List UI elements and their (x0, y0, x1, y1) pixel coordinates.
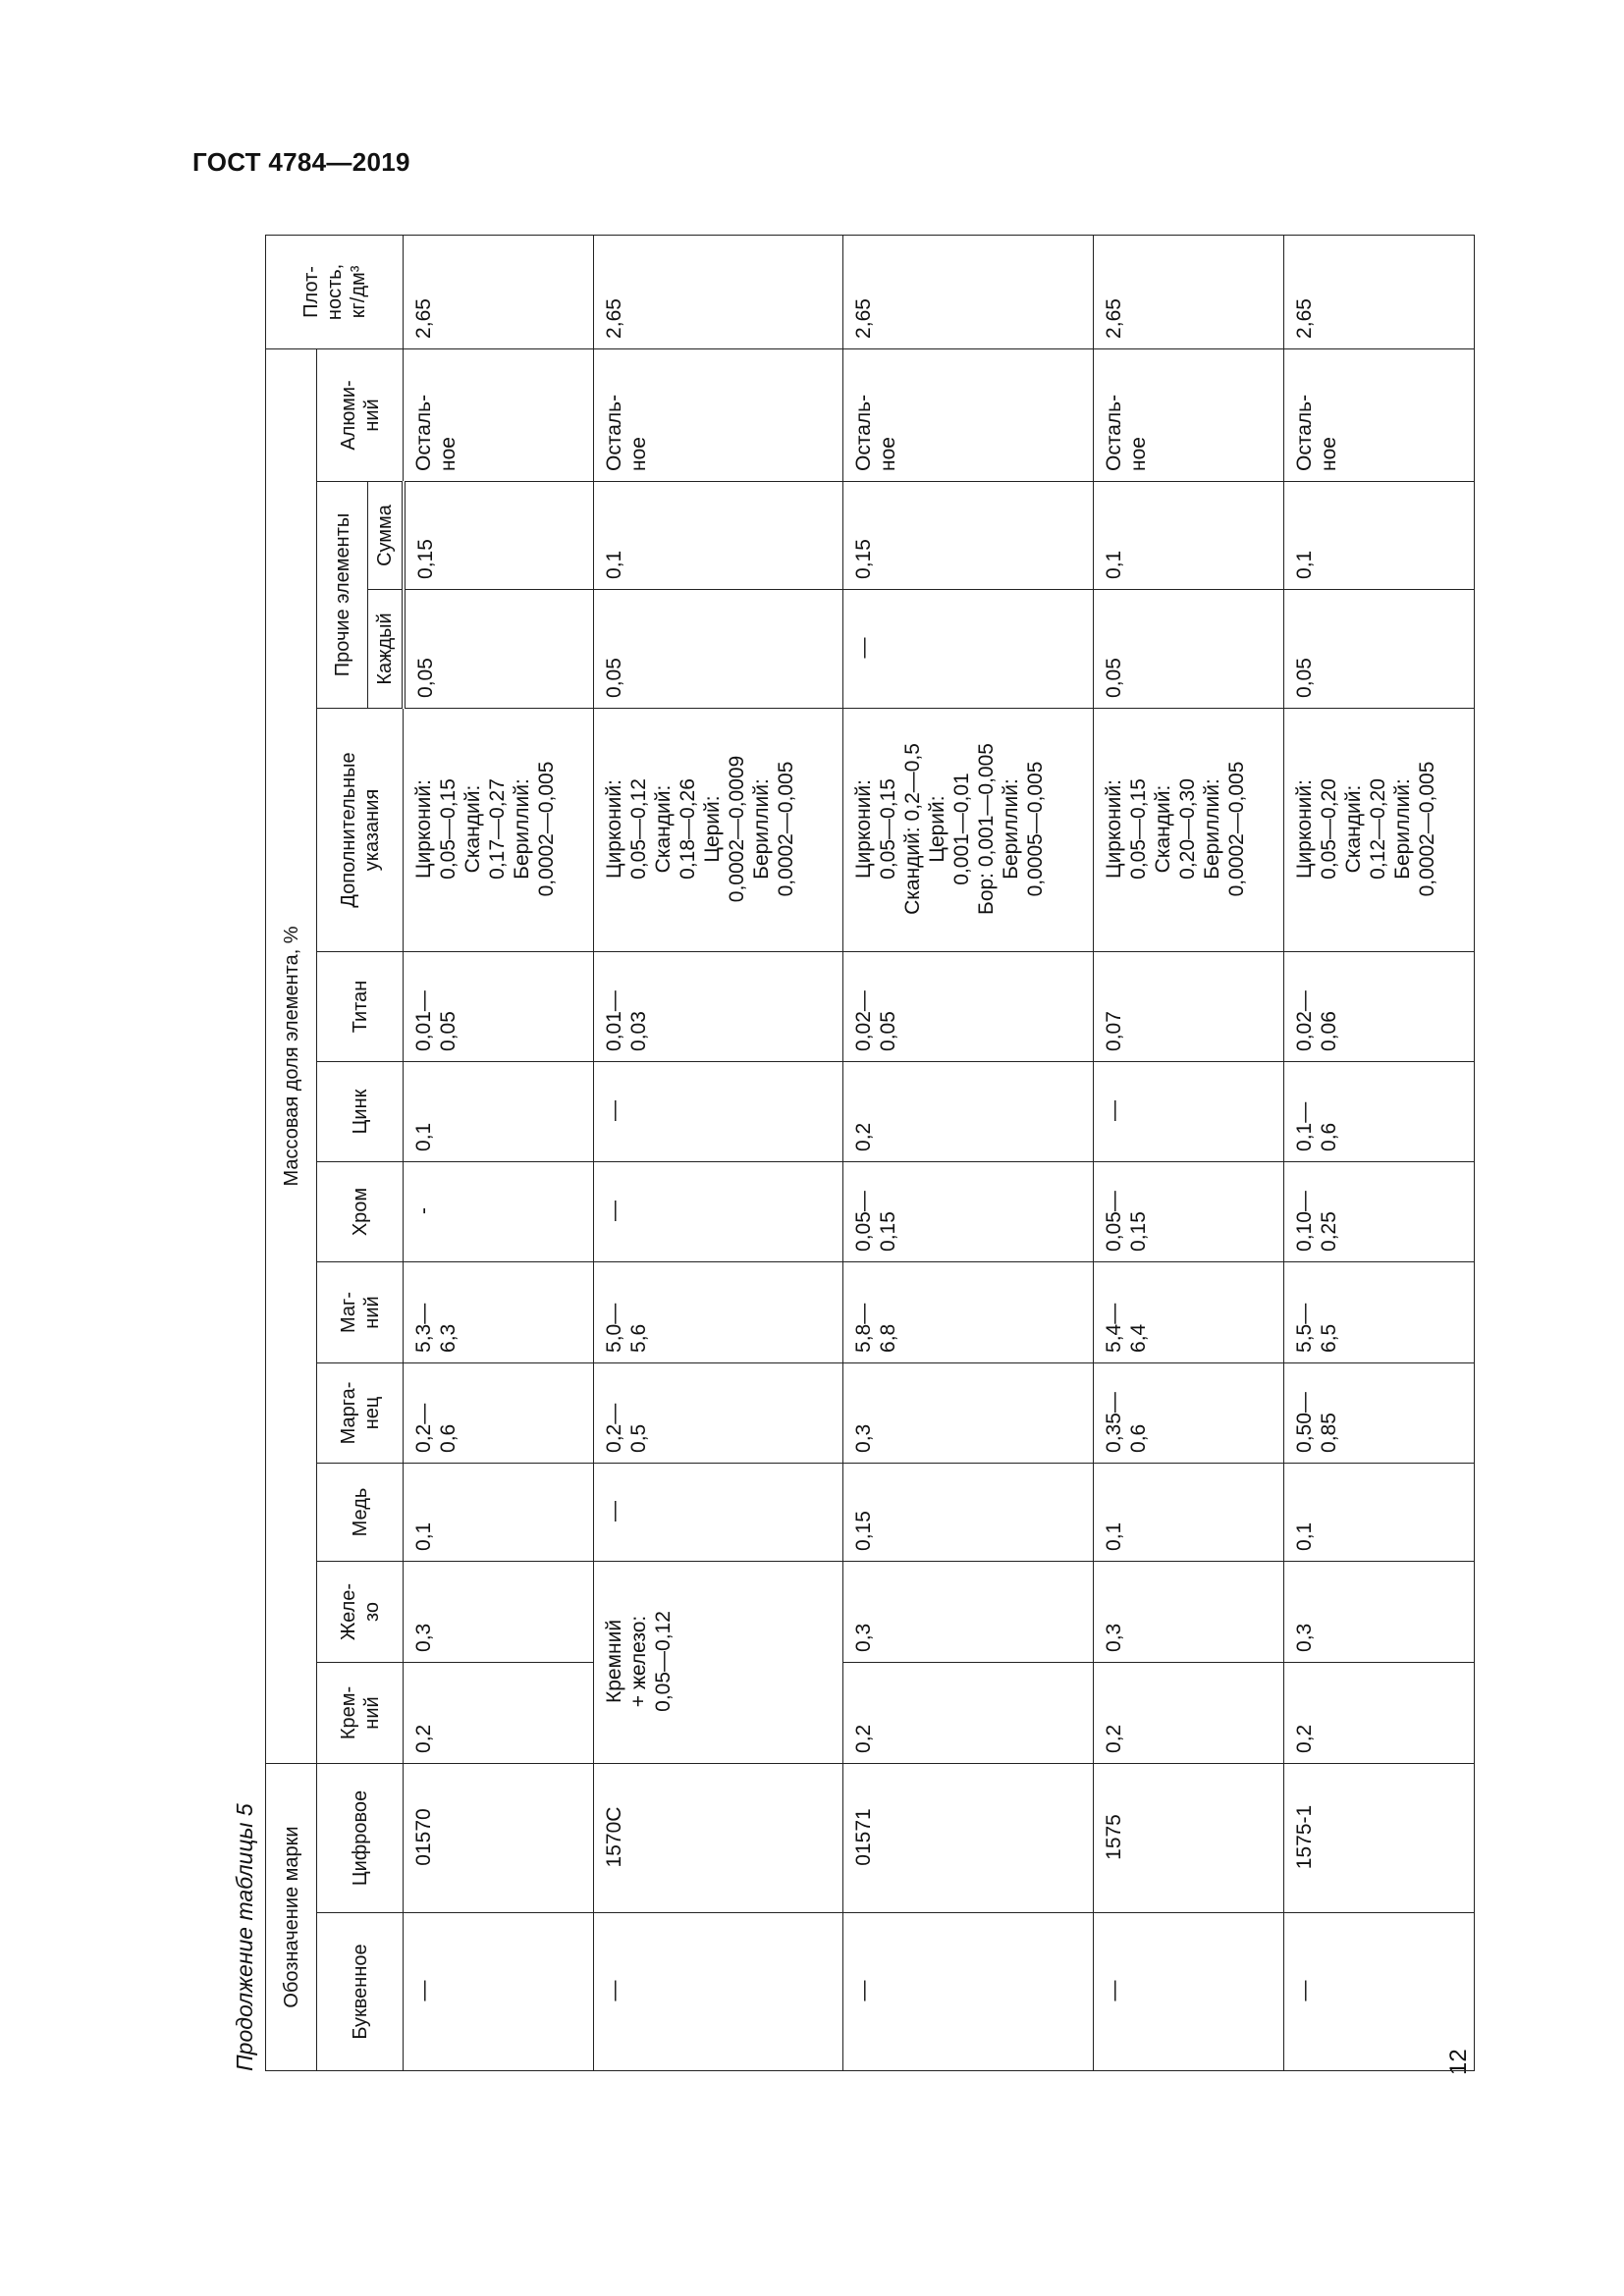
header-si: Крем- ний (317, 1662, 404, 1763)
cell-fe: 0,3 (1283, 1561, 1474, 1662)
table-row (843, 235, 1093, 2070)
table-row (1283, 235, 1474, 2070)
cell-al: Осталь- ное (404, 348, 594, 481)
cell-al: Осталь- ное (843, 348, 1093, 481)
cell-ti: 0,01— 0,05 (404, 951, 594, 1061)
cell-sum: 0,1 (1283, 481, 1474, 589)
cell-mn: 0,35— 0,6 (1093, 1362, 1283, 1463)
cell-alpha: — (1283, 1913, 1474, 2071)
cell-each: 0,05 (404, 589, 594, 708)
header-alpha: Буквенное (317, 1913, 404, 2071)
cell-digital: 1575-1 (1283, 1763, 1474, 1912)
cell-density: 2,65 (843, 235, 1093, 348)
header-sum: Сумма (368, 481, 404, 589)
cell-extra: Цирконий: 0,05—0,15 Скандий: 0,2—0,5 Церий: 0,001—0,01 Бор: 0,001—0,005 Бериллий: 0,0005—0,005 (843, 708, 1093, 951)
header-fe: Желе- зо (317, 1561, 404, 1662)
cell-mg: 5,4— 6,4 (1093, 1261, 1283, 1362)
cell-cr: 0,10— 0,25 (1283, 1161, 1474, 1261)
cell-mg: 5,3— 6,3 (404, 1261, 594, 1362)
cell-fe: 0,3 (843, 1561, 1093, 1662)
cell-each: 0,05 (594, 589, 843, 708)
page-number: 12 (1445, 2049, 1472, 2075)
document-code: ГОСТ 4784—2019 (192, 147, 410, 177)
table-row (1093, 235, 1283, 2070)
header-cr: Хром (317, 1161, 404, 1261)
cell-ti: 0,02— 0,05 (843, 951, 1093, 1061)
cell-cu: 0,1 (1283, 1463, 1474, 1561)
cell-density: 2,65 (594, 235, 843, 348)
cell-zn: 0,1— 0,6 (1283, 1061, 1474, 1161)
cell-each: — (843, 589, 1093, 708)
cell-fe: 0,3 (404, 1561, 594, 1662)
cell-sum: 0,1 (1093, 481, 1283, 589)
cell-each: 0,05 (1093, 589, 1283, 708)
cell-digital: 01571 (843, 1763, 1093, 1912)
cell-cr: 0,05— 0,15 (1093, 1161, 1283, 1261)
cell-cu: — (594, 1463, 843, 1561)
cell-sum: 0,15 (404, 481, 594, 589)
cell-cu: 0,1 (1093, 1463, 1283, 1561)
cell-mn: 0,2— 0,6 (404, 1362, 594, 1463)
header-mass-fraction: Массовая доля элемента, % (266, 348, 317, 1763)
cell-mn: 0,3 (843, 1362, 1093, 1463)
header-density: Плот- ность, кг/дм³ (266, 235, 404, 348)
cell-al: Осталь- ное (594, 348, 843, 481)
cell-zn: — (594, 1061, 843, 1161)
cell-extra: Цирконий: 0,05—0,15 Скандий: 0,20—0,30 Бериллий: 0,0002—0,005 (1093, 708, 1283, 951)
cell-zn: 0,2 (843, 1061, 1093, 1161)
header-al: Алюми- ний (317, 348, 404, 481)
cell-sum: 0,15 (843, 481, 1093, 589)
cell-fe: 0,3 (1093, 1561, 1283, 1662)
cell-cu: 0,15 (843, 1463, 1093, 1561)
header-mg: Маг- ний (317, 1261, 404, 1362)
cell-ti: 0,07 (1093, 951, 1283, 1061)
header-ti: Титан (317, 951, 404, 1061)
cell-extra: Цирконий: 0,05—0,20 Скандий: 0,12—0,20 Бериллий: 0,0002—0,005 (1283, 708, 1474, 951)
cell-cr: 0,05— 0,15 (843, 1161, 1093, 1261)
cell-extra: Цирконий: 0,05—0,15 Скандий: 0,17—0,27 Бериллий: 0,0002—0,005 (404, 708, 594, 951)
table-row (404, 235, 594, 2070)
header-mn: Марга- нец (317, 1362, 404, 1463)
cell-si: 0,2 (404, 1662, 594, 1763)
cell-density: 2,65 (1093, 235, 1283, 348)
cell-cr: — (594, 1161, 843, 1261)
alloy-composition-table (265, 235, 1475, 2071)
cell-alpha: — (594, 1913, 843, 2071)
cell-mg: 5,0— 5,6 (594, 1261, 843, 1362)
cell-density: 2,65 (1283, 235, 1474, 348)
cell-alpha: — (843, 1913, 1093, 2071)
header-each: Каждый (368, 589, 404, 708)
cell-si: 0,2 (1283, 1662, 1474, 1763)
cell-mg: 5,5— 6,5 (1283, 1261, 1474, 1362)
cell-si-fe: Кремний + железо: 0,05—0,12 (594, 1561, 843, 1763)
cell-mn: 0,2— 0,5 (594, 1362, 843, 1463)
header-extra: Дополнительные указания (317, 708, 404, 951)
cell-alpha: — (404, 1913, 594, 2071)
cell-ti: 0,01— 0,03 (594, 951, 843, 1061)
header-digital: Цифровое (317, 1763, 404, 1912)
cell-al: Осталь- ное (1283, 348, 1474, 481)
cell-cr: - (404, 1161, 594, 1261)
header-designation: Обозначение марки (266, 1763, 317, 2070)
cell-digital: 01570 (404, 1763, 594, 1912)
header-zn: Цинк (317, 1061, 404, 1161)
cell-cu: 0,1 (404, 1463, 594, 1561)
cell-si: 0,2 (1093, 1662, 1283, 1763)
cell-digital: 1570С (594, 1763, 843, 1912)
cell-density: 2,65 (404, 235, 594, 348)
header-cu: Медь (317, 1463, 404, 1561)
cell-extra: Цирконий: 0,05—0,12 Скандий: 0,18—0,26 Церий: 0,0002—0,0009 Бериллий: 0,0002—0,005 (594, 708, 843, 951)
cell-sum: 0,1 (594, 481, 843, 589)
cell-each: 0,05 (1283, 589, 1474, 708)
cell-ti: 0,02— 0,06 (1283, 951, 1474, 1061)
cell-si: 0,2 (843, 1662, 1093, 1763)
cell-mn: 0,50— 0,85 (1283, 1362, 1474, 1463)
cell-zn: — (1093, 1061, 1283, 1161)
cell-zn: 0,1 (404, 1061, 594, 1161)
cell-mg: 5,8— 6,8 (843, 1261, 1093, 1362)
cell-al: Осталь- ное (1093, 348, 1283, 481)
rotated-table-block (228, 236, 1472, 2075)
cell-alpha: — (1093, 1913, 1283, 2071)
cell-digital: 1575 (1093, 1763, 1283, 1912)
table-caption: Продолжение таблицы 5 (232, 1803, 257, 2071)
header-other: Прочие элементы (317, 481, 368, 708)
table-row (594, 235, 843, 2070)
